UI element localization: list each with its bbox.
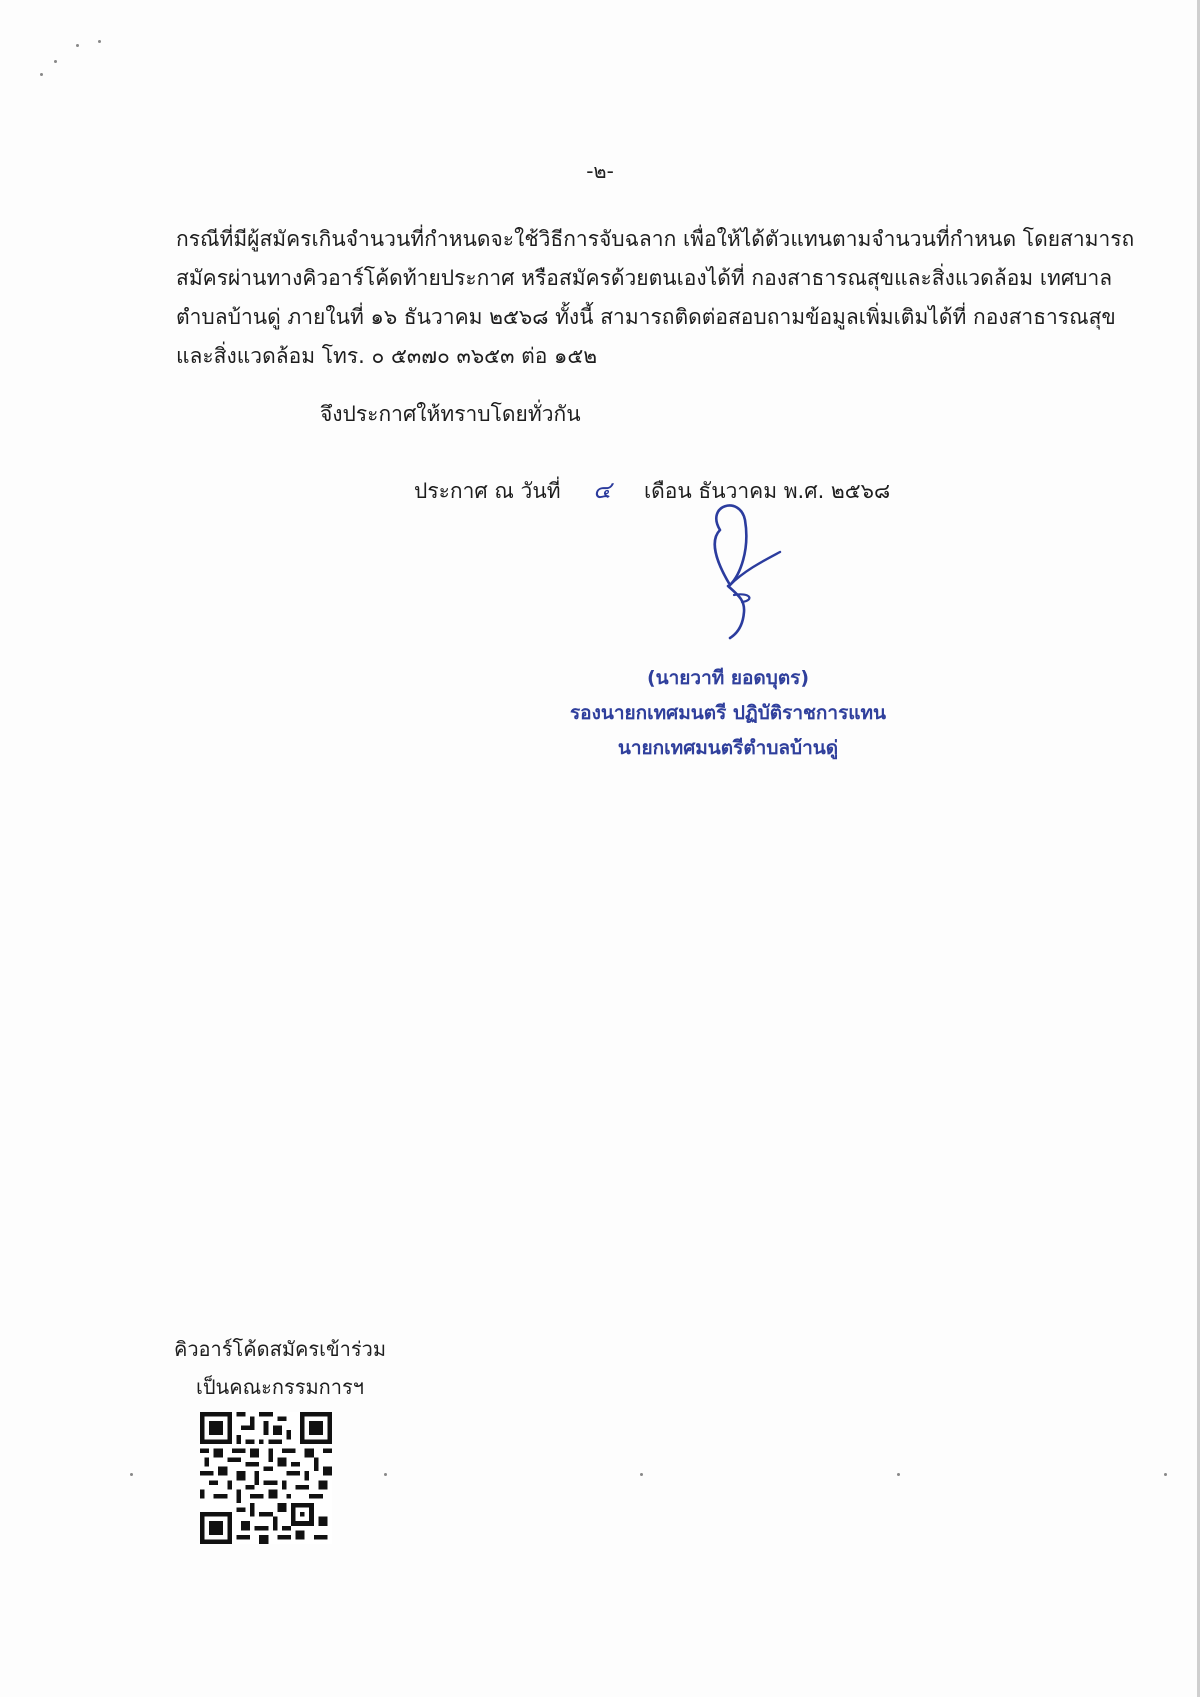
qr-code[interactable] <box>200 1412 332 1544</box>
date-prefix: ประกาศ ณ วันที่ <box>414 479 561 503</box>
scan-speck <box>640 1473 643 1476</box>
closing-statement: จึงประกาศให้ทราบโดยทั่วกัน <box>320 402 581 426</box>
signer-position: นายกเทศมนตรีตำบลบ้านดู่ <box>617 737 839 759</box>
body-line: ตำบลบ้านดู่ ภายในที่ ๑๖ ธันวาคม ๒๕๖๘ ทั้งนี้ สามารถติดต่อสอบถามข้อมูลเพิ่มเติมได้ที่ กองสาธารณสุข <box>176 305 1116 329</box>
signer-title: รองนายกเทศมนตรี ปฏิบัติราชการแทน <box>569 702 887 724</box>
scan-speck <box>40 73 43 76</box>
date-suffix: เดือน ธันวาคม พ.ศ. ๒๕๖๘ <box>643 479 891 503</box>
qr-caption-line: เป็นคณะกรรมการฯ <box>196 1375 364 1399</box>
scan-speck <box>1164 1473 1167 1476</box>
announcement-date <box>414 470 890 509</box>
scan-speck <box>384 1473 387 1476</box>
handwritten-signature <box>700 500 810 650</box>
signer-name: (นายวาที ยอดบุตร) <box>646 667 810 689</box>
qr-caption <box>160 1330 400 1406</box>
body-line: กรณีที่มีผู้สมัครเกินจำนวนที่กำหนดจะใช้วิธีการจับฉลาก เพื่อให้ได้ตัวแทนตามจำนวนที่กำหนด โดยสามารถ <box>176 227 1135 251</box>
scan-speck <box>98 40 101 43</box>
body-line: และสิ่งแวดล้อม โทร. ๐ ๕๓๗๐ ๓๖๕๓ ต่อ ๑๕๒ <box>176 344 598 368</box>
scan-speck <box>897 1473 900 1476</box>
date-day-handwritten: ๔ <box>593 476 612 504</box>
page-number: -๒- <box>586 159 614 183</box>
body-paragraph <box>176 220 1135 376</box>
body-line: สมัครผ่านทางคิวอาร์โค้ดท้ายประกาศ หรือสมัครด้วยตนเองได้ที่ กองสาธารณสุขและสิ่งแวดล้อม เทศบาล <box>176 266 1113 290</box>
scan-speck <box>54 60 57 63</box>
qr-caption-line: คิวอาร์โค้ดสมัครเข้าร่วม <box>173 1337 387 1361</box>
scan-speck <box>130 1473 133 1476</box>
scan-speck <box>76 44 79 47</box>
